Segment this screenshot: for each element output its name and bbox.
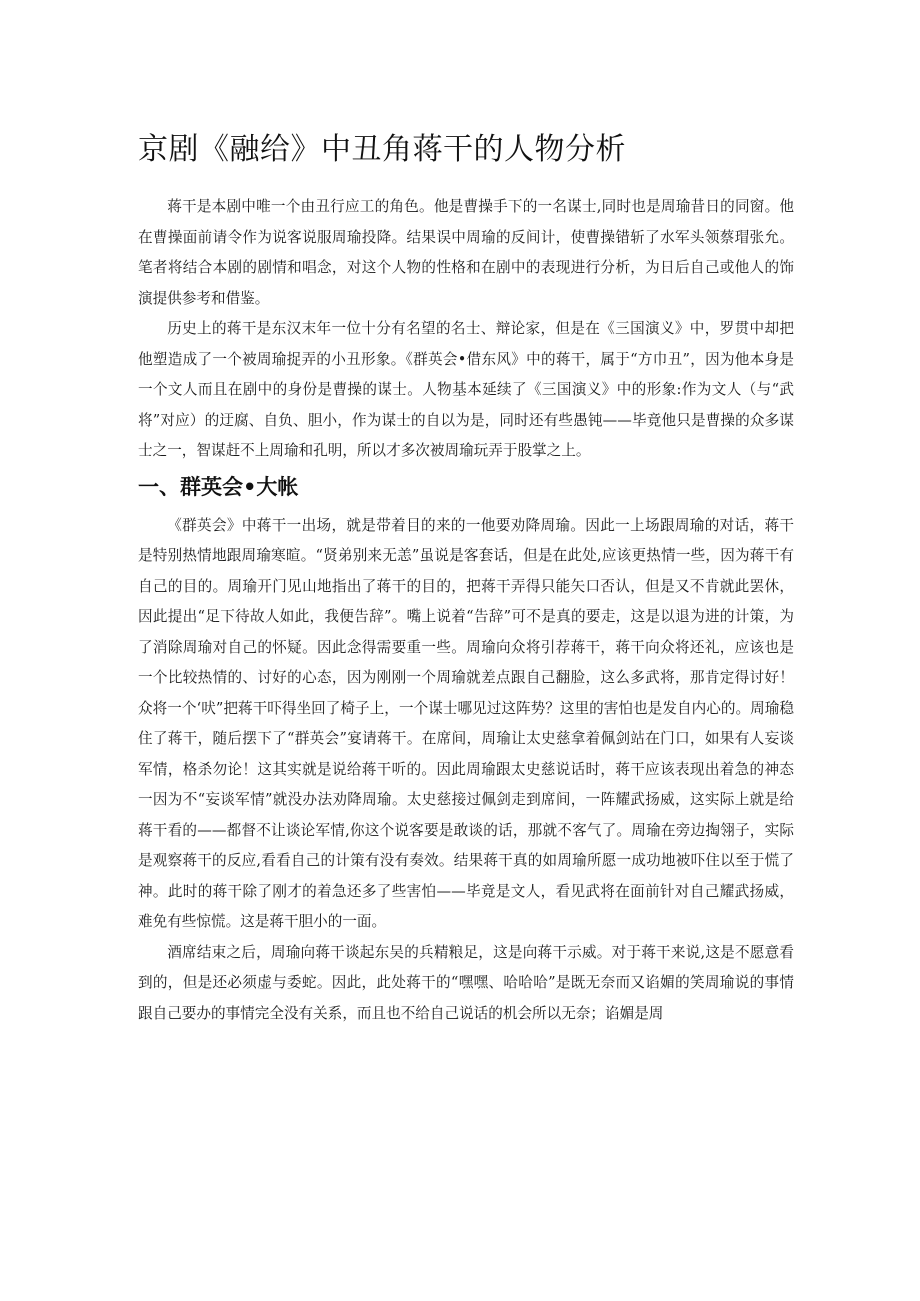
document-title: 京剧《融给》中丑角蒋干的人物分析 (138, 132, 626, 167)
document-page (138, 128, 794, 1029)
section-1-paragraph-1: 《群英会》中蒋干一出场，就是带着目的来的一他要劝降周瑜。因此一上场跟周瑜的对话，蒋干是特别热情地跟周瑜寒暄。“贤弟别来无恙”虽说是客套话，但是在此处,应该更热情一些，因为蒋干有自己的目的。周瑜开门见山地指出了蒋干的目的，把蒋干弄得只能矢口否认，但是又不肯就此罢休，因此提出“足下待故人如此，我便告辞”。嘴上说着“告辞”可不是真的要走，这是以退为进的计策，为了消除周瑜对自己的怀疑。因此念得需要重一些。周瑜向众将引荐蒋干，蒋干向众将还礼，应该也是一个比较热情的、讨好的心态，因为刚刚一个周瑜就差点跟自己翻脸，这么多武将，那肯定得讨好！众将一个‘吠”把蒋干吓得坐回了椅子上，一个谋士哪见过这阵势？这里的害怕也是发自内心的。周瑜稳住了蒋干，随后摆下了“群英会”宴请蒋干。在席间，周瑜让太史慈拿着佩剑站在门口，如果有人妄谈军情，格杀勿论！这其实就是说给蒋干听的。因此周瑜跟太史慈说话时，蒋干应该表现出着急的神态一因为不“妄谈军情”就没办法劝降周瑜。太史慈接过佩剑走到席间，一阵耀武扬威，这实际上就是给蒋干看的——都督不让谈论军情,你这个说客要是敢谈的话，那就不客气了。周瑜在旁边掏翎子，实际是观察蒋干的反应,看看自己的计策有没有奏效。结果蒋干真的如周瑜所愿一成功地被吓住以至于慌了神。此时的蒋干除了刚才的着急还多了些害怕——毕竟是文人，看见武将在面前针对自己耀武扬威，难免有些惊慌。这是蒋干胆小的一面。 (138, 516, 794, 930)
section-heading-1: 一、群英会•大帐 (138, 474, 299, 499)
intro-paragraph-1: 蒋干是本剧中唯一个由丑行应工的角色。他是曹操手下的一名谋士,同时也是周瑜昔日的同窗。他在曹操面前请令作为说客说服周瑜投降。结果误中周瑜的反间计，使曹操错斩了水军头领蔡瑁张允。笔者将结合本剧的剧情和唱念，对这个人物的性格和在剧中的表现进行分析，为日后自己或他人的饰演提供参考和借鉴。 (138, 198, 794, 307)
intro-paragraph-2: 历史上的蒋干是东汉末年一位十分有名望的名士、辩论家，但是在《三国演义》中，罗贯中却把他塑造成了一个被周瑜捉弄的小丑形象。《群英会•借东风》中的蒋干，属于“方巾丑”，因为他本身是一个文人而且在剧中的身份是曹操的谋士。人物基本延续了《三国演义》中的形象:作为文人（与“武将”对应）的迂腐、自负、胆小，作为谋士的自以为是，同时还有些愚钝——毕竟他只是曹操的众多谋士之一，智谋赶不上周瑜和孔明，所以才多次被周瑜玩弄于股掌之上。 (138, 320, 794, 459)
section-1-paragraph-2: 酒席结束之后，周瑜向蒋干谈起东吴的兵精粮足，这是向蒋干示威。对于蒋干来说,这是不愿意看到的，但是还必须虚与委蛇。因此，此处蒋干的“嘿嘿、哈哈哈”是既无奈而又谄媚的笑周瑜说的事情跟自己要办的事情完全没有关系，而且也不给自己说话的机会所以无奈；谄媚是周 (138, 943, 794, 1022)
